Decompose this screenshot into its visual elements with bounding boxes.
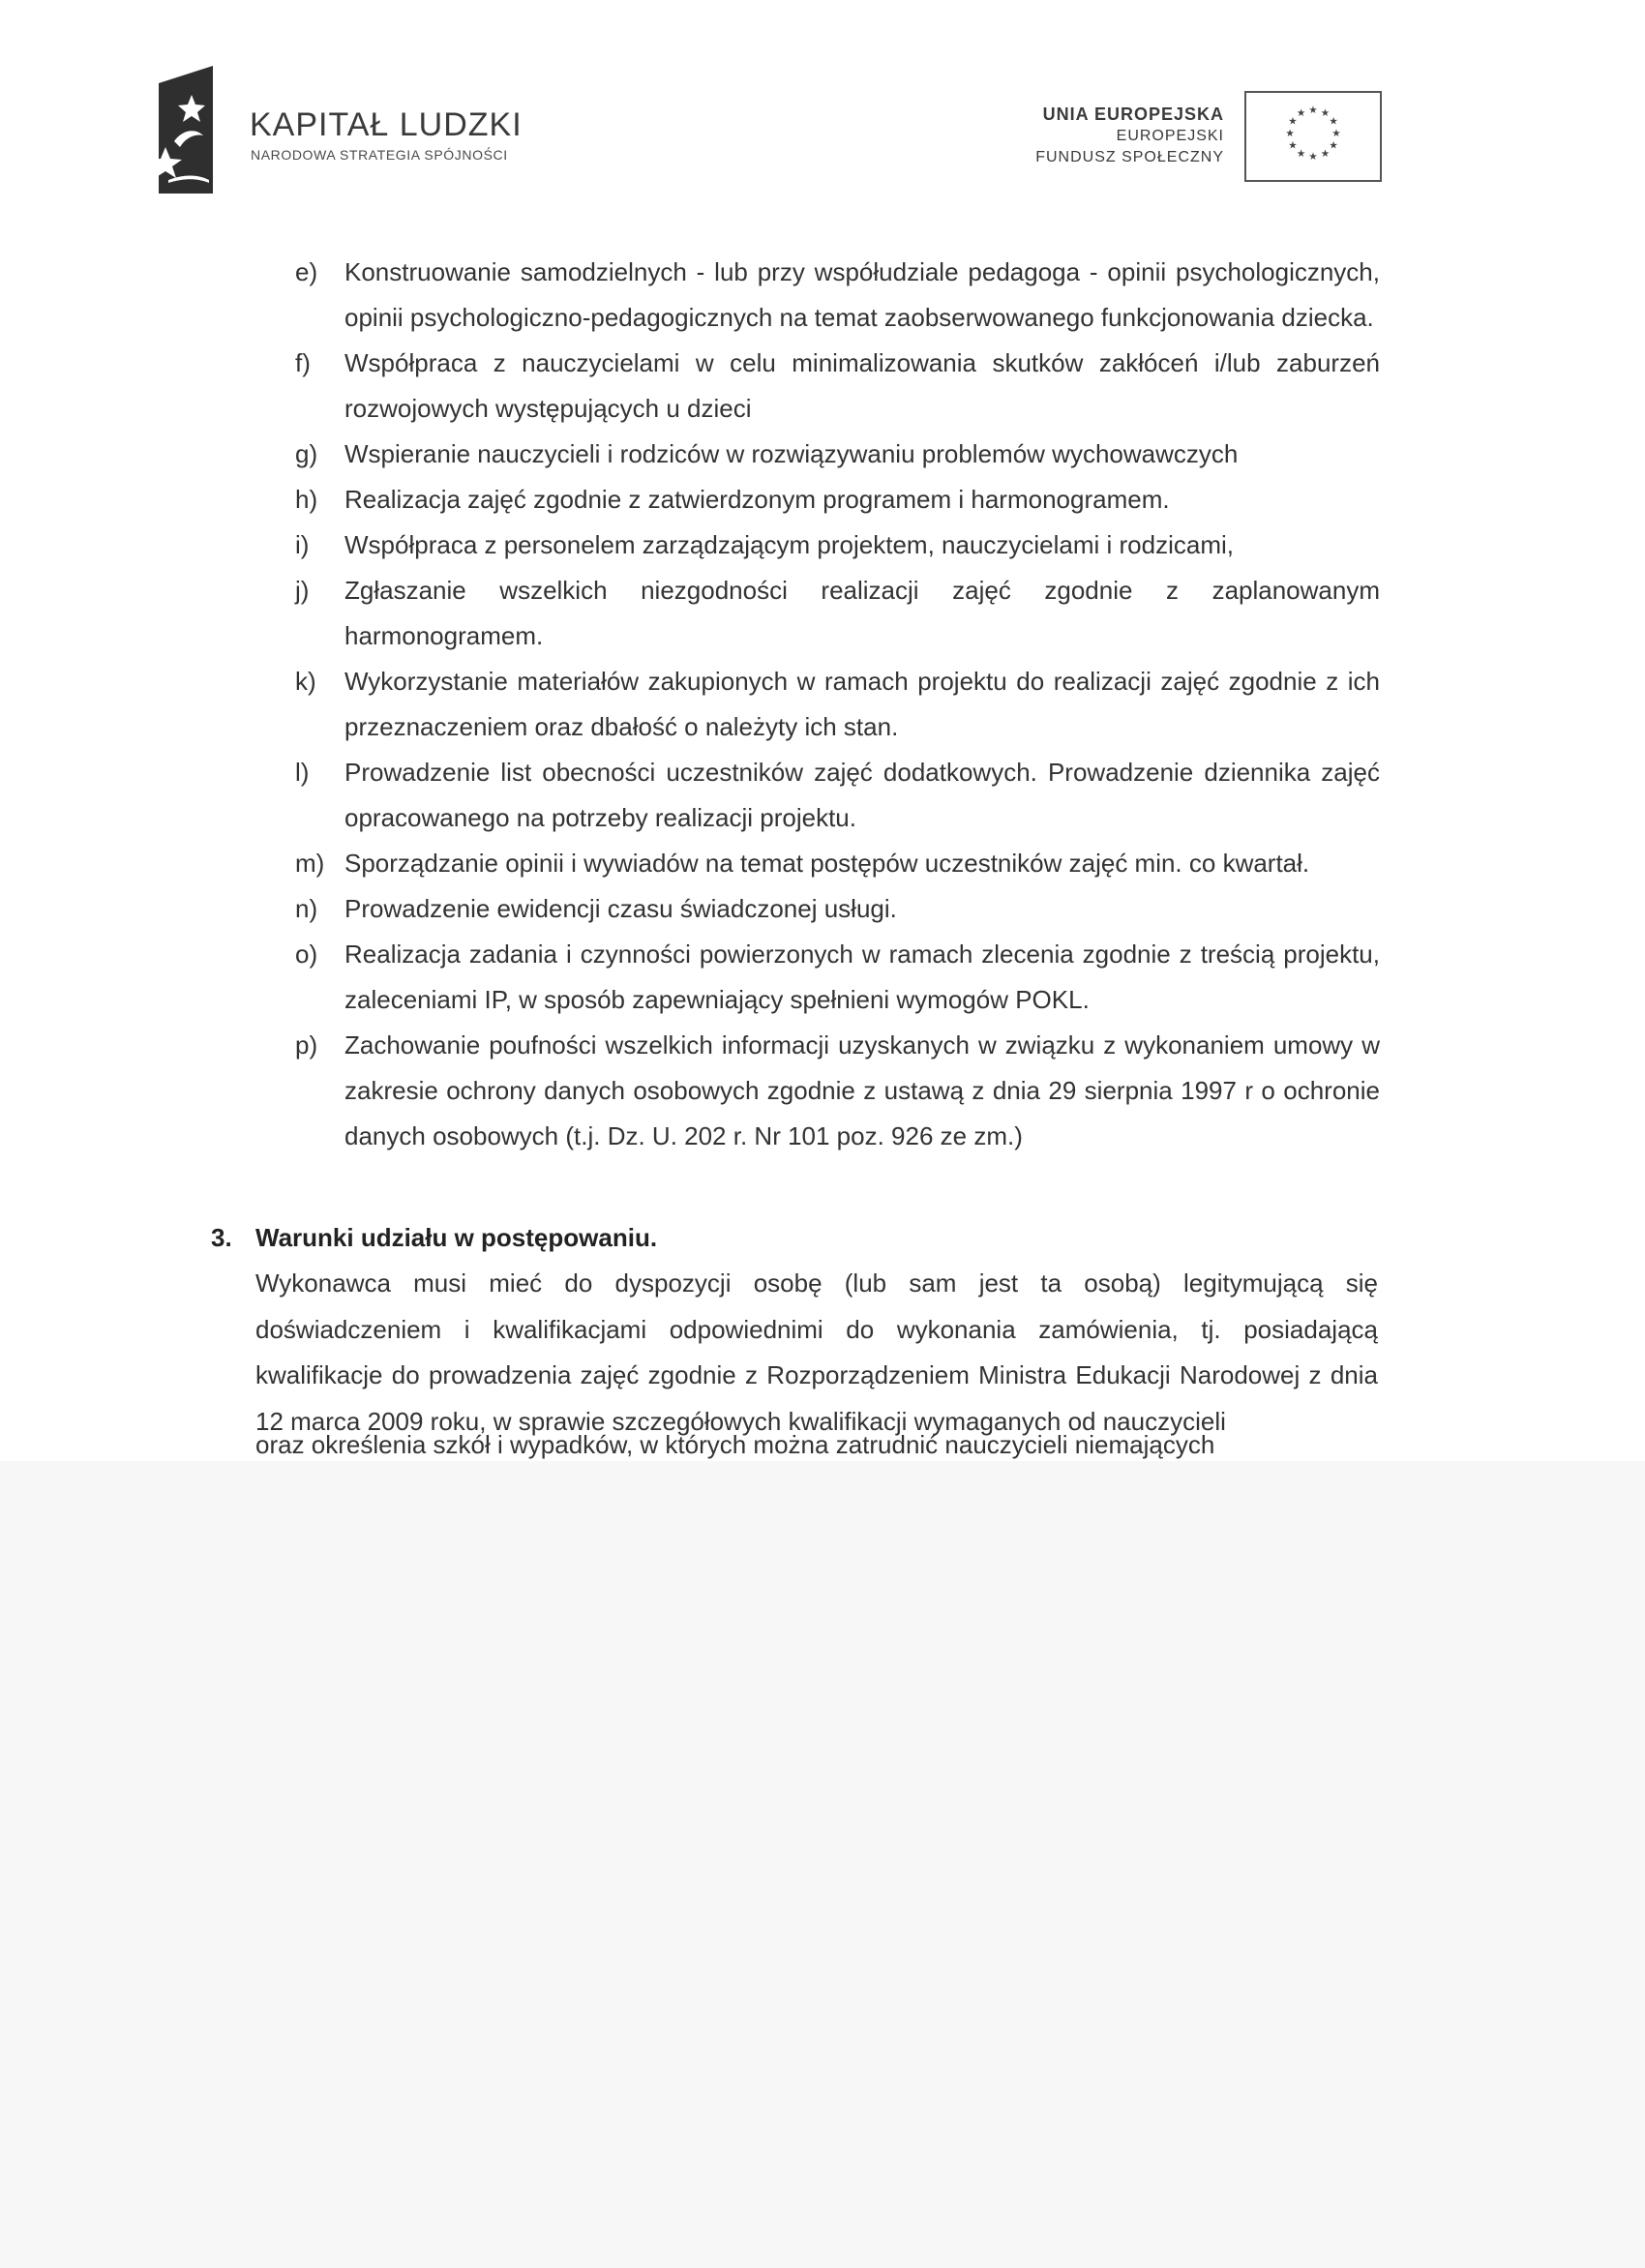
svg-text:★: ★ [1288,115,1298,128]
list-item-text: Prowadzenie list obecności uczestników zajęć dodatkowych. Prowadzenie dziennika zajęć opracowanego na potrzeby realizacji projektu. [344,758,1380,832]
list-item-text: Zachowanie poufności wszelkich informacji uzyskanych w związku z wykonaniem umowy w zakresie ochrony danych osobowych zgodnie z ustawą z dnia 29 sierpnia 1997 r o ochronie danych osobowych (t.j. Dz. U. 202 r. Nr 101 poz. 926 ze zm.) [344,1030,1380,1150]
list-item-letter: h) [295,485,318,514]
list-item [0,568,1645,659]
eu-logo-text [1035,103,1224,168]
list-item-letter: l) [295,758,310,787]
svg-text:★: ★ [1329,115,1338,128]
list-item-letter: k) [295,667,316,696]
list-item-text: Wspieranie nauczycieli i rodziców w rozwiązywaniu problemów wychowawczych [344,439,1239,468]
svg-text:★: ★ [1331,128,1341,139]
eu-line1: UNIA EUROPEJSKA [1042,104,1224,124]
eu-line2: EUROPEJSKI [1116,128,1224,144]
section-title: Warunki udziału w postępowaniu. [255,1223,658,1252]
svg-text:★: ★ [1296,106,1306,119]
list-item-text: Konstruowanie samodzielnych - lub przy współudziale pedagoga - opinii psychologicznych, opinii psychologiczno-pedagogicznych na temat zaobserwowanego funkcjonowania dziecka. [344,257,1380,332]
task-list [0,250,1645,1159]
list-item [0,522,1645,568]
list-item-text: Realizacja zajęć zgodnie z zatwierdzonym programem i harmonogramem. [344,485,1170,514]
list-item [0,659,1645,750]
list-item-letter: f) [295,348,311,377]
svg-text:★: ★ [1308,150,1318,163]
list-item-letter: i) [295,530,310,559]
svg-text:★: ★ [1308,104,1318,117]
list-item-text: Zgłaszanie wszelkich niezgodności realizacji zajęć zgodnie z zaplanowanym harmonogramem. [344,576,1380,650]
blank-lower-area [0,1461,1645,2268]
cut-off-text: oraz określenia szkół i wypadków, w których można zatrudnić nauczycieli niemających [255,1430,1215,1459]
list-item-letter: j) [295,576,310,605]
list-item [0,477,1645,522]
logo-subtitle: NARODOWA STRATEGIA SPÓJNOŚCI [251,147,508,163]
list-item-letter: p) [295,1030,318,1059]
eu-flag-icon [1244,91,1382,182]
svg-text:★: ★ [1329,139,1338,152]
list-item [0,1023,1645,1159]
list-item [0,341,1645,432]
section-body: Wykonawca musi mieć do dyspozycji osobę (lub sam jest ta osobą) legitymującą się doświadczeniem i kwalifikacjami odpowiednimi do wykonania zamówienia, tj. posiadającą kwalifikacje do prowadzenia zajęć zgodnie z Rozporządzeniem Ministra Edukacji Narodowej z dnia 12 marca 2009 roku, w sprawie szczegółowych kwalifikacji wymaganych od nauczycieli [255,1268,1378,1436]
list-item-text: Wykorzystanie materiałów zakupionych w ramach projektu do realizacji zajęć zgodnie z ich przeznaczeniem oraz dbałość o należyty ich stan. [344,667,1380,741]
svg-text:★: ★ [1285,128,1295,139]
svg-text:★: ★ [1296,148,1306,161]
section-number: 3. [211,1223,232,1252]
list-item [0,932,1645,1023]
list-item-text: Prowadzenie ewidencji czasu świadczonej usługi. [344,894,897,923]
list-item-letter: m) [295,849,325,878]
list-item-text: Współpraca z nauczycielami w celu minimalizowania skutków zakłóceń i/lub zaburzeń rozwojowych występujących u dzieci [344,348,1380,423]
list-item-letter: g) [295,439,318,468]
eu-line3: FUNDUSZ SPOŁECZNY [1035,149,1224,165]
kapital-ludzki-logo-icon [145,66,221,194]
list-item-text: Sporządzanie opinii i wywiadów na temat postępów uczestników zajęć min. co kwartał. [344,849,1310,878]
list-item-text: Współpraca z personelem zarządzającym projektem, nauczycielami i rodzicami, [344,530,1235,559]
list-item-text: Realizacja zadania i czynności powierzonych w ramach zlecenia zgodnie z treścią projektu, zaleceniami IP, w sposób zapewniający spełnieni wymogów POKL. [344,940,1380,1014]
logo-title: KAPITAŁ LUDZKI [250,106,523,143]
list-item-letter: n) [295,894,318,923]
list-item [0,841,1645,886]
list-item-letter: e) [295,257,318,286]
list-item-letter: o) [295,940,318,969]
list-item [0,250,1645,341]
svg-text:★: ★ [1320,106,1331,119]
list-item [0,432,1645,477]
svg-text:★: ★ [1320,148,1331,161]
svg-text:★: ★ [1288,139,1298,152]
list-item [0,750,1645,841]
list-item [0,886,1645,932]
